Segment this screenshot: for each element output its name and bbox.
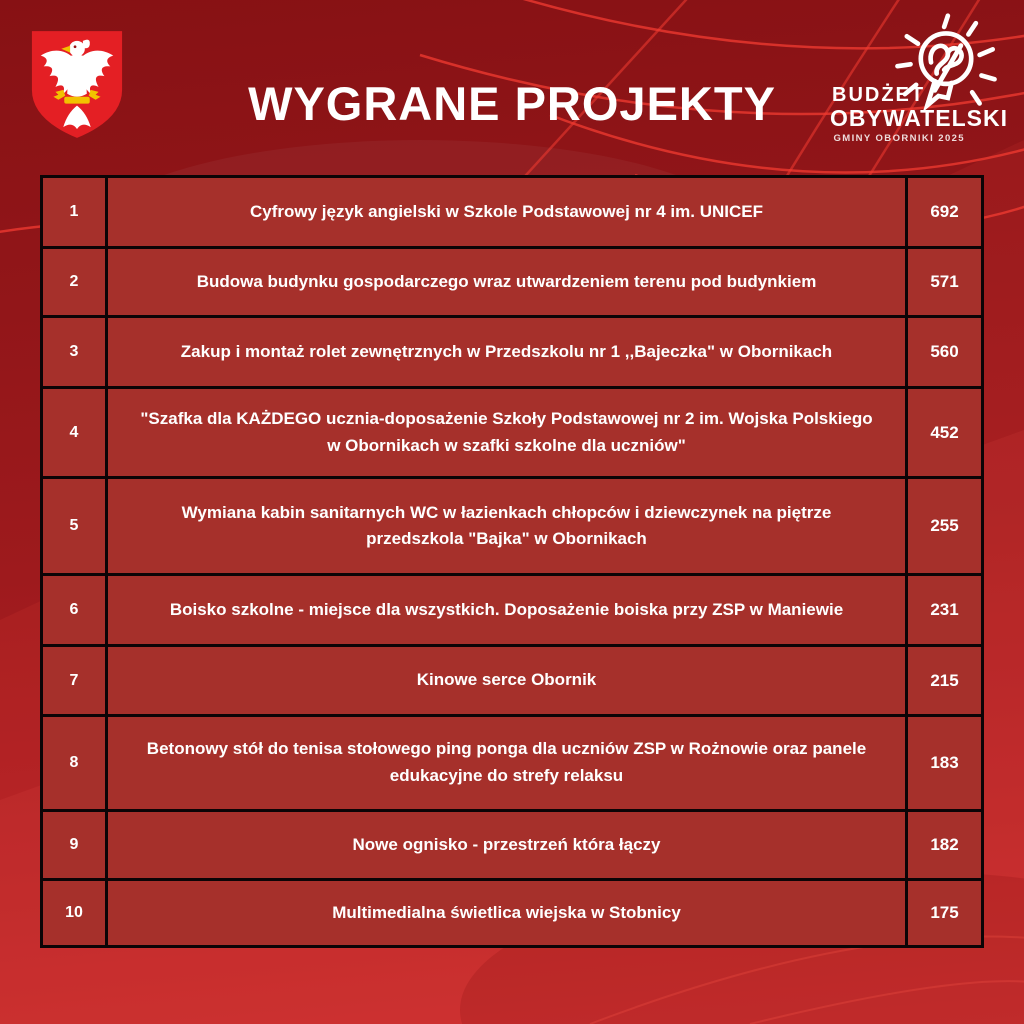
project-title-cell: Wymiana kabin sanitarnych WC w łazienkach chłopców i dziewczynek na piętrze przedszkola "Bajka" w Obornikach — [108, 479, 905, 574]
project-title-cell: "Szafka dla KAŻDEGO ucznia-doposażenie Szkoły Podstawowej nr 2 im. Wojska Polskiego w Obornikach w szafki szkolne dla uczniów" — [108, 389, 905, 476]
project-title-cell: Budowa budynku gospodarczego wraz utwardzeniem terenu pod budynkiem — [108, 249, 905, 316]
rank-cell: 6 — [43, 576, 105, 644]
rank-cell: 7 — [43, 647, 105, 714]
rank-cell: 9 — [43, 812, 105, 879]
rank-cell: 3 — [43, 318, 105, 386]
votes-cell: 175 — [908, 881, 981, 945]
rank-cell: 4 — [43, 389, 105, 476]
votes-cell: 571 — [908, 249, 981, 316]
project-title-cell: Kinowe serce Obornik — [108, 647, 905, 714]
votes-cell: 231 — [908, 576, 981, 644]
project-title-cell: Nowe ognisko - przestrzeń która łączy — [108, 812, 905, 879]
project-title-cell: Zakup i montaż rolet zewnętrznych w Przedszkolu nr 1 ,,Bajeczka" w Obornikach — [108, 318, 905, 386]
page-title: WYGRANE PROJEKTY — [248, 77, 776, 130]
project-title-cell: Betonowy stół do tenisa stołowego ping ponga dla uczniów ZSP w Rożnowie oraz panele edukacyjne do strefy relaksu — [108, 717, 905, 809]
rank-cell: 2 — [43, 249, 105, 316]
rank-cell: 5 — [43, 479, 105, 574]
project-title-cell: Boisko szkolne - miejsce dla wszystkich. Doposażenie boiska przy ZSP w Maniewie — [108, 576, 905, 644]
rank-cell: 1 — [43, 178, 105, 246]
project-title-cell: Multimedialna świetlica wiejska w Stobnicy — [108, 881, 905, 945]
votes-cell: 692 — [908, 178, 981, 246]
votes-cell: 560 — [908, 318, 981, 386]
budzet-obywatelski-logo — [828, 10, 1024, 150]
votes-cell: 183 — [908, 717, 981, 809]
votes-cell: 452 — [908, 389, 981, 476]
logo-text-obywatelski: OBYWATELSKI — [830, 105, 1008, 131]
votes-cell: 215 — [908, 647, 981, 714]
votes-cell: 182 — [908, 812, 981, 879]
logo-text-gminy-oborniki: GMINY OBORNIKI 2025 — [833, 133, 965, 144]
rank-cell: 10 — [43, 881, 105, 945]
project-title-cell: Cyfrowy język angielski w Szkole Podstawowej nr 4 im. UNICEF — [108, 178, 905, 246]
logo-text-budzet: BUDŻET — [832, 84, 926, 106]
rank-cell: 8 — [43, 717, 105, 809]
votes-cell: 255 — [908, 479, 981, 574]
results-table — [40, 175, 984, 948]
